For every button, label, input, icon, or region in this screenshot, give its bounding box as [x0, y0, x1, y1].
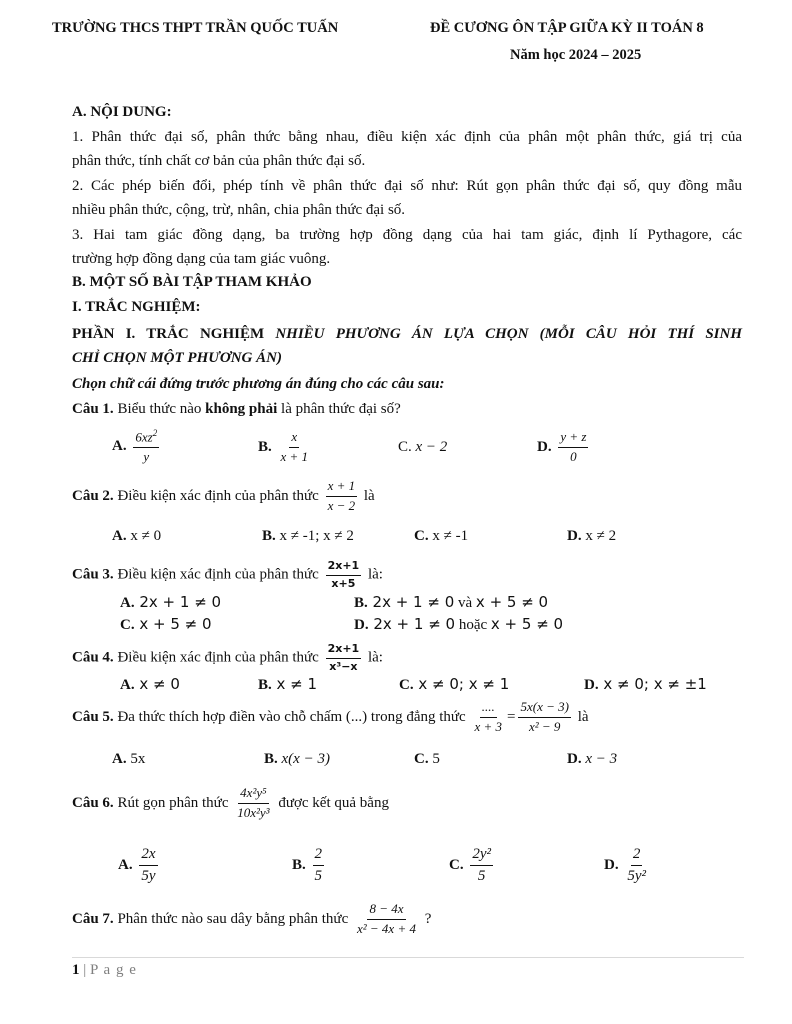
q2-fraction: $\frac{x + 1}{x - 2}$: [327, 478, 356, 513]
content-item-2-line2: nhiều phân thức, cộng, trừ, nhân, chia phân thức đại số.: [72, 202, 406, 218]
q1-option-b[interactable]: B. $\frac{x}{x + 1}$: [258, 429, 309, 464]
question-1-text-bold: không phải: [205, 401, 278, 417]
q6-option-d[interactable]: D. $\frac{2}{\text{5y²}}$: [604, 846, 646, 885]
content-item-2: [72, 174, 742, 222]
part-1-prefix: PHẦN I. TRẮC NGHIỆM: [72, 326, 276, 342]
q2-option-b[interactable]: B. x ≠ -1; x ≠ 2: [262, 528, 354, 544]
part-1-italic-a: NHIỀU PHƯƠNG ÁN LỰA CHỌN (MỖI CÂU HỎI THÍ SINH: [275, 326, 743, 342]
question-3: Câu 3. Điều kiện xác định của phân thức $\frac{2x+1}{x+5}$ là:: [72, 559, 383, 590]
question-1: [72, 401, 401, 418]
q4-option-c[interactable]: C. x ≠ 0; x ≠ 1: [399, 675, 510, 693]
q3-option-c[interactable]: C. x + 5 ≠ 0: [120, 615, 212, 633]
q3-option-a[interactable]: A. 2x + 1 ≠ 0: [120, 593, 222, 611]
q3-fraction: $\frac{2x+1}{x+5}$: [327, 559, 360, 590]
q3-option-d[interactable]: D. 2x + 1 ≠ 0 hoặc x + 5 ≠ 0: [354, 615, 564, 633]
page-word: P a g e: [90, 962, 137, 978]
question-5: Câu 5. Đa thức thích hợp điền vào chỗ chấm (...) trong đẳng thức $\frac{....}{x + 3}$ = $\frac{5x(x - 3)}{\text{x² − 9}}$ là: [72, 699, 589, 734]
question-7: Câu 7. Phân thức nào sau dây bằng phân thức $\frac{8 - 4x}{\text{x² − 4x + 4}}$ ?: [72, 901, 432, 936]
q5-option-a[interactable]: A. 5x: [112, 751, 146, 767]
q6-option-c[interactable]: C. $\frac{\text{2y²}}{5}$: [449, 846, 491, 885]
multiple-choice-heading: I. TRẮC NGHIỆM:: [72, 299, 201, 315]
content-item-1-line1: 1. Phân thức đại số, phân thức bằng nhau, điều kiện xác định của phân một phân thức, giá trị của: [72, 129, 742, 145]
q4-option-b[interactable]: B. x ≠ 1: [258, 675, 318, 693]
page-separator: |: [79, 962, 91, 978]
question-1-label: Câu 1.: [72, 401, 114, 417]
q2-option-c[interactable]: C. x ≠ -1: [414, 528, 469, 544]
q6-fraction: $\frac{\text{4x²y⁵}}{\text{10x²y³}}$: [237, 785, 270, 820]
school-name: TRƯỜNG THCS THPT TRẦN QUỐC TUẤN: [52, 20, 339, 36]
section-b-heading: B. MỘT SỐ BÀI TẬP THAM KHẢO: [72, 274, 312, 290]
footer-divider: [72, 957, 744, 958]
question-4: Câu 4. Điều kiện xác định của phân thức $\frac{2x+1}{\text{x³−x}}$ là:: [72, 642, 383, 673]
content-item-3: [72, 223, 742, 271]
q5-fraction-left: $\frac{....}{x + 3}$: [474, 699, 502, 734]
q3-option-b[interactable]: B. 2x + 1 ≠ 0 và x + 5 ≠ 0: [354, 593, 549, 611]
content-item-1-line2: phân thức, tính chất cơ bản của phân thức đại số.: [72, 153, 366, 169]
q5-option-c[interactable]: C. 5: [414, 751, 440, 767]
q4-option-d[interactable]: D. x ≠ 0; x ≠ ±1: [584, 675, 707, 693]
question-2: Câu 2. Điều kiện xác định của phân thức $\frac{x + 1}{x - 2}$ là: [72, 478, 375, 513]
q6-option-b[interactable]: B. $\frac{2}{5}$: [292, 846, 323, 885]
q5-option-b[interactable]: B. x(x − 3): [264, 751, 330, 767]
part-1-italic-b: CHỈ CHỌN MỘT PHƯƠNG ÁN): [72, 350, 282, 366]
q5-option-d[interactable]: D. x − 3: [567, 751, 618, 767]
content-item-3-line2: trường hợp đồng dạng của tam giác vuông.: [72, 251, 331, 267]
q6-option-a[interactable]: A. $\frac{2x}{5y}$: [118, 846, 156, 885]
q7-fraction: $\frac{8 - 4x}{\text{x² − 4x + 4}}$: [356, 901, 416, 936]
q4-fraction: $\frac{2x+1}{\text{x³−x}}$: [327, 642, 360, 673]
question-1-text-a: Biểu thức nào: [113, 401, 206, 417]
page-footer: [72, 962, 137, 979]
question-6: Câu 6. Rút gọn phân thức $\frac{\text{4x²y⁵}}{\text{10x²y³}}$ được kết quả bằng: [72, 785, 389, 820]
page-number: 1: [72, 962, 80, 978]
content-item-2-line1: 2. Các phép biến đổi, phép tính về phân thức đại số như: Rút gọn phân thức đại số, quy đồng mẫu: [72, 178, 742, 194]
school-year: Năm học 2024 – 2025: [510, 47, 642, 63]
instruction: Chọn chữ cái đứng trước phương án đúng cho các câu sau:: [72, 376, 445, 392]
question-1-text-b: là phân thức đại số?: [277, 401, 401, 417]
content-item-1: [72, 125, 742, 173]
content-item-3-line1: 3. Hai tam giác đồng dạng, ba trường hợp đồng dạng của hai tam giác, định lí Pythagore, các: [72, 227, 742, 243]
q5-fraction-right: $\frac{5x(x - 3)}{\text{x² − 9}}$: [520, 699, 569, 734]
part-1-heading: [72, 322, 742, 370]
section-a-heading: A. NỘI DUNG:: [72, 104, 172, 120]
q2-option-a[interactable]: A. x ≠ 0: [112, 528, 162, 544]
q1-option-d[interactable]: D. $\frac{y + z}{0}$: [537, 429, 587, 464]
document-title: ĐỀ CƯƠNG ÔN TẬP GIỮA KỲ II TOÁN 8: [430, 20, 704, 36]
q4-option-a[interactable]: A. x ≠ 0: [120, 675, 180, 693]
q1-option-c[interactable]: C. x − 2: [398, 439, 448, 455]
q1-option-a[interactable]: A. $\frac{6xz^2}{y}$: [112, 428, 158, 465]
q2-option-d[interactable]: D. x ≠ 2: [567, 528, 617, 544]
